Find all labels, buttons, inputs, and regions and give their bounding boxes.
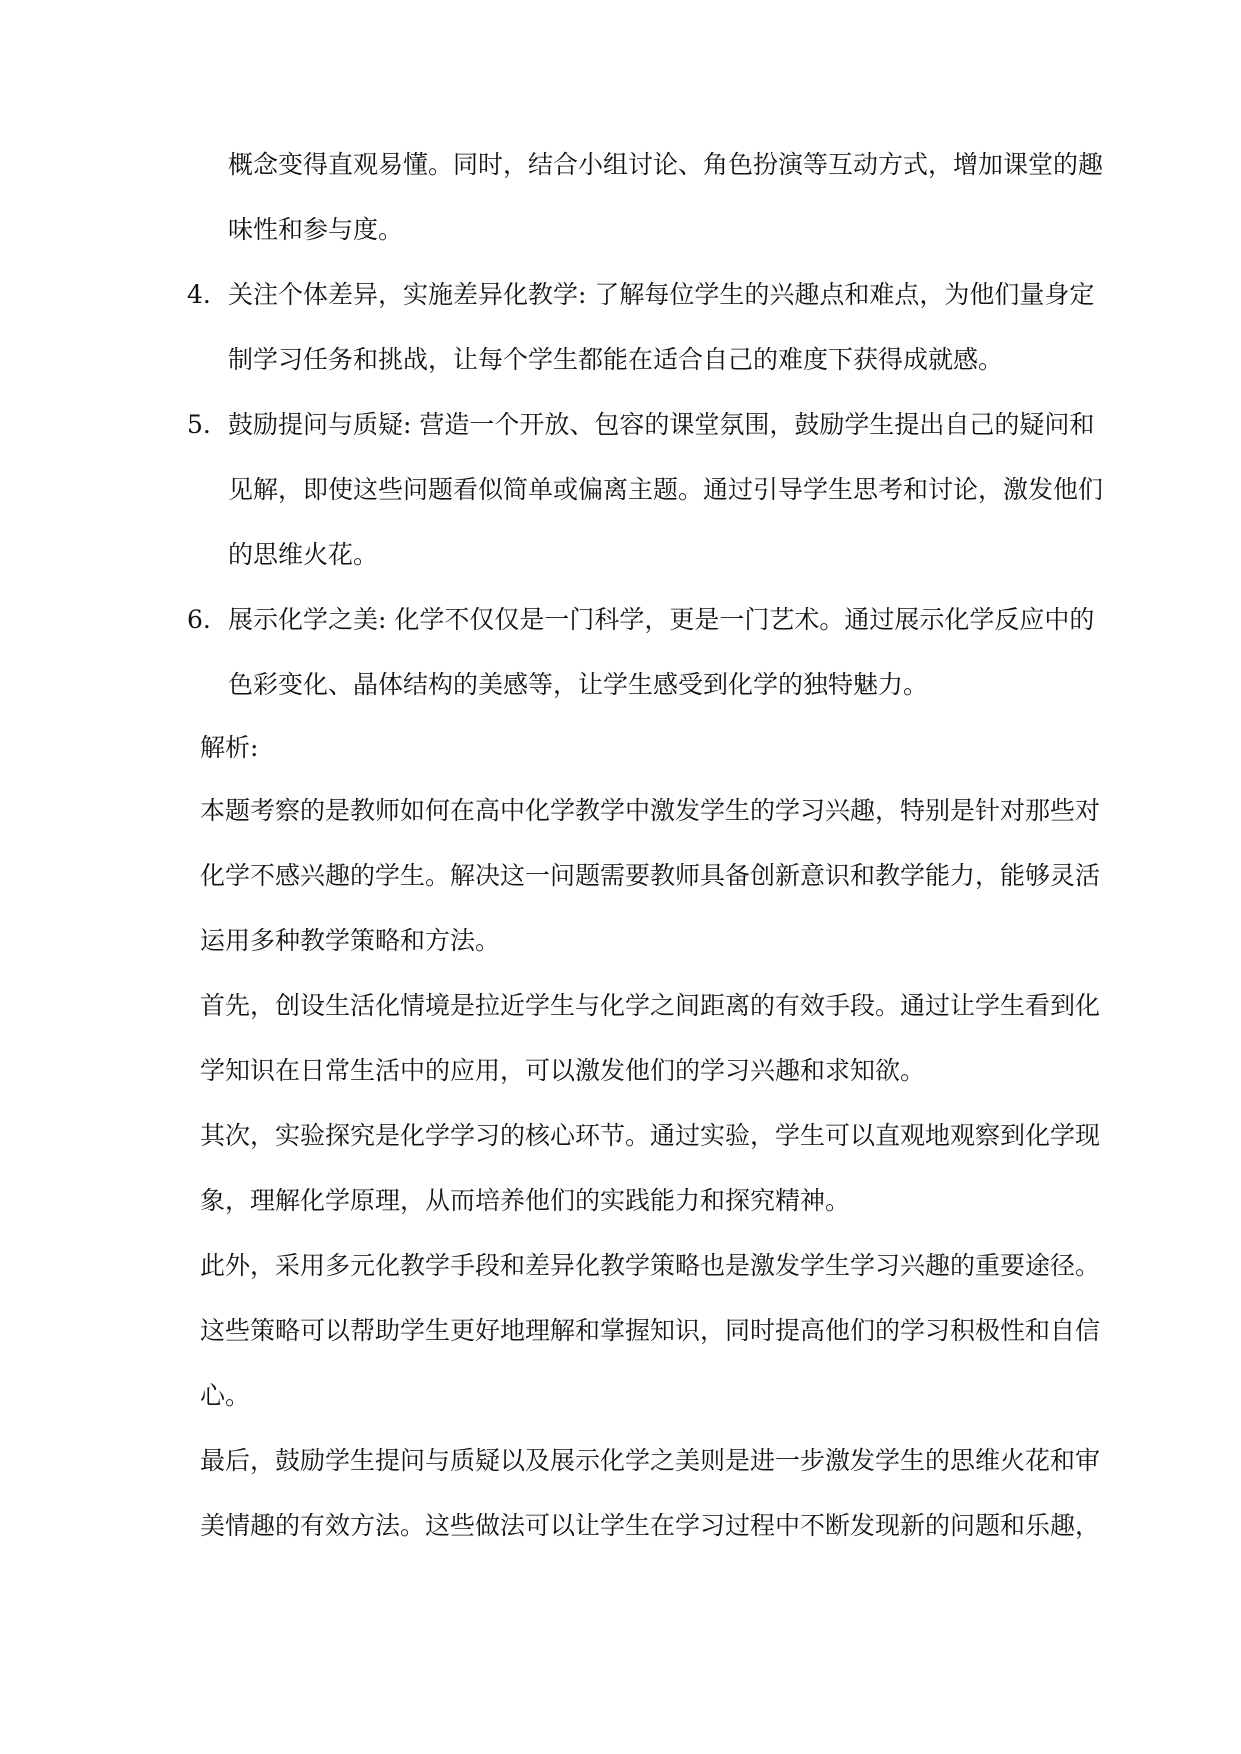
list-item-5-line-3: 的思维火花。: [228, 540, 379, 569]
analysis-paragraph-1-line-1: 本题考察的是教师如何在高中化学教学中激发学生的学习兴趣，特别是针对那些对: [200, 796, 1101, 825]
analysis-paragraph-4-line-2: 这些策略可以帮助学生更好地理解和掌握知识，同时提高他们的学习积极性和自信: [200, 1316, 1101, 1345]
list-item-number-4: 4.: [187, 280, 211, 309]
list-item-6-line-2: 色彩变化、晶体结构的美感等，让学生感受到化学的独特魅力。: [228, 670, 929, 699]
analysis-paragraph-3-line-2: 象，理解化学原理，从而培养他们的实践能力和探究精神。: [200, 1186, 851, 1215]
list-item-number-6: 6.: [187, 605, 211, 634]
continued-item-line-1: 概念变得直观易懂。同时，结合小组讨论、角色扮演等互动方式，增加课堂的趣: [228, 150, 1104, 179]
analysis-paragraph-1-line-3: 运用多种教学策略和方法。: [200, 926, 501, 955]
analysis-paragraph-4-line-1: 此外，采用多元化教学手段和差异化教学策略也是激发学生学习兴趣的重要途径。: [200, 1251, 1101, 1280]
analysis-paragraph-5-line-2: 美情趣的有效方法。这些做法可以让学生在学习过程中不断发现新的问题和乐趣，: [200, 1511, 1101, 1540]
analysis-heading: 解析:: [200, 733, 259, 762]
continued-item-line-2: 味性和参与度。: [228, 215, 404, 244]
list-item-6-line-1: 展示化学之美: 化学不仅仅是一门科学，更是一门艺术。通过展示化学反应中的: [228, 605, 1095, 634]
list-item-4-line-2: 制学习任务和挑战，让每个学生都能在适合自己的难度下获得成就感。: [228, 345, 1004, 374]
list-item-5-line-2: 见解，即使这些问题看似简单或偏离主题。通过引导学生思考和讨论，激发他们: [228, 475, 1104, 504]
analysis-paragraph-1-line-2: 化学不感兴趣的学生。解决这一问题需要教师具备创新意识和教学能力，能够灵活: [200, 861, 1101, 890]
analysis-paragraph-3-line-1: 其次，实验探究是化学学习的核心环节。通过实验，学生可以直观地观察到化学现: [200, 1121, 1101, 1150]
list-item-4-line-1: 关注个体差异，实施差异化教学: 了解每位学生的兴趣点和难点，为他们量身定: [228, 280, 1095, 309]
analysis-paragraph-5-line-1: 最后，鼓励学生提问与质疑以及展示化学之美则是进一步激发学生的思维火花和审: [200, 1446, 1101, 1475]
analysis-paragraph-2-line-1: 首先，创设生活化情境是拉近学生与化学之间距离的有效手段。通过让学生看到化: [200, 991, 1101, 1020]
analysis-paragraph-4-line-3: 心。: [200, 1381, 251, 1410]
list-item-5-line-1: 鼓励提问与质疑: 营造一个开放、包容的课堂氛围，鼓励学生提出自己的疑问和: [228, 410, 1095, 439]
analysis-paragraph-2-line-2: 学知识在日常生活中的应用，可以激发他们的学习兴趣和求知欲。: [200, 1056, 926, 1085]
list-item-number-5: 5.: [187, 410, 211, 439]
